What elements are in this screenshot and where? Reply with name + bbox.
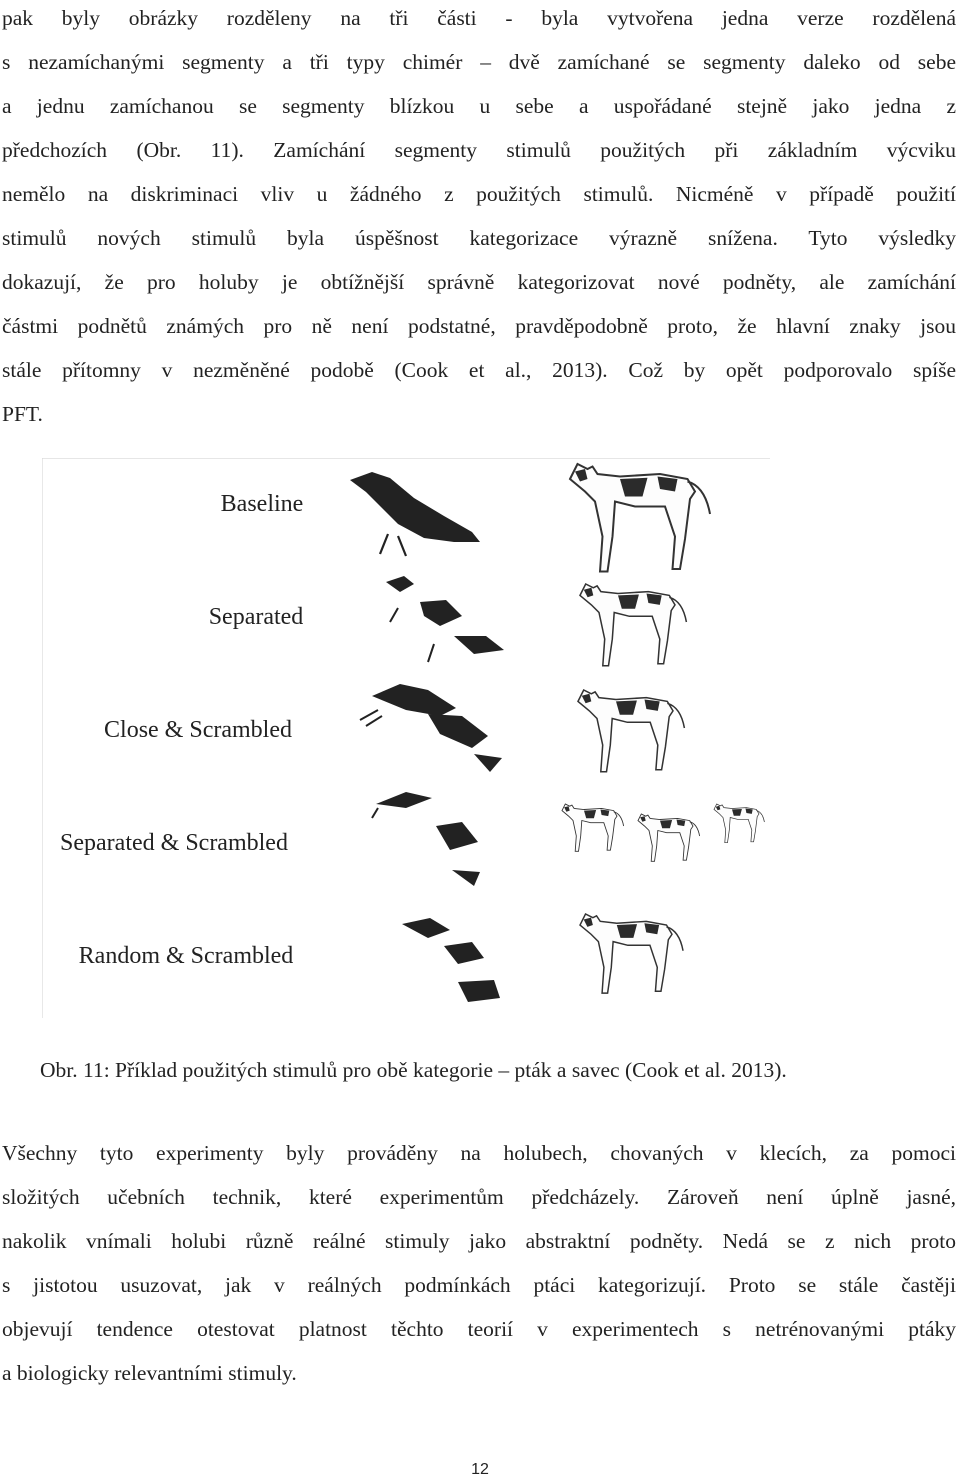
text-line: stimulů nových stimulů byla úspěšnost kategorizace výrazně snížena. Tyto výsledky — [2, 226, 956, 250]
bird-separated-image — [386, 576, 504, 662]
bird-close-scrambled-image — [360, 684, 502, 772]
row-label-baseline: Baseline — [220, 491, 304, 517]
text-line: pak byly obrázky rozděleny na tři části - byla vytvořena jedna verze rozdělená — [2, 6, 956, 30]
page-number: 12 — [471, 1461, 489, 1478]
dog-separated-image — [580, 584, 686, 666]
row-label-close-scrambled: Close & Scrambled — [104, 717, 292, 743]
text-line: nemělo na diskriminaci vliv u žádného z použitých stimulů. Nicméně v případě použití — [2, 182, 956, 206]
dog-separated-scrambled-image — [562, 804, 764, 861]
row-label-random-scrambled: Random & Scrambled — [78, 943, 294, 969]
bird-baseline-image — [350, 472, 480, 556]
text-line: nakolik vnímali holubi různě reálné stimuly jako abstraktní podněty. Nedá se z nich proto — [2, 1229, 956, 1253]
text-line: Všechny tyto experimenty byly prováděny na holubech, chovaných v klecích, za pomoci — [2, 1141, 956, 1165]
text-line: a biologicky relevantními stimuly. — [2, 1361, 297, 1385]
text-line: PFT. — [2, 402, 43, 426]
row-label-separated-scrambled: Separated & Scrambled — [60, 830, 288, 856]
text-line: složitých učebních technik, které experimentům předcházely. Zároveň není úplně jasné, — [2, 1185, 956, 1209]
body-paragraph-2 — [2, 1131, 956, 1395]
figure-caption: Obr. 11: Příklad použitých stimulů pro obě kategorie – pták a savec (Cook et al. 2013). — [40, 1058, 787, 1082]
text-line: objevují tendence otestovat platnost těchto teorií v experimentech s netrénovanými ptáky — [2, 1317, 956, 1341]
text-line: s nezamíchanými segmenty a tři typy chimér – dvě zamíchané se segmenty daleko od sebe — [2, 50, 956, 74]
text-line: dokazují, že pro holuby je obtížnější správně kategorizovat nové podněty, ale zamíchání — [2, 270, 956, 294]
bird-separated-scrambled-image — [372, 792, 480, 886]
bird-random-scrambled-image — [402, 918, 500, 1002]
row-label-separated: Separated — [208, 604, 304, 630]
dog-close-scrambled-image — [578, 690, 684, 772]
text-line: částmi podnětů známých pro ně není podstatné, pravděpodobně proto, že hlavní znaky jsou — [2, 314, 956, 338]
text-line: předchozích (Obr. 11). Zamíchání segmenty stimulů použitých při základním výcviku — [2, 138, 956, 162]
text-line: stále přítomny v nezměněné podobě (Cook et al., 2013). Což by opět podporovalo spíše — [2, 358, 956, 382]
stimuli-figure — [42, 458, 772, 1020]
text-line: s jistotou usuzovat, jak v reálných podmínkách ptáci kategorizují. Proto se stále častěji — [2, 1273, 956, 1297]
stimuli-figure-image — [42, 458, 772, 1020]
body-paragraph-1 — [2, 0, 956, 436]
dog-random-scrambled-image — [580, 914, 683, 993]
text-line: a jednu zamíchanou se segmenty blízkou u sebe a uspořádané stejně jako jedna z — [2, 94, 956, 118]
dog-baseline-image — [570, 464, 710, 572]
